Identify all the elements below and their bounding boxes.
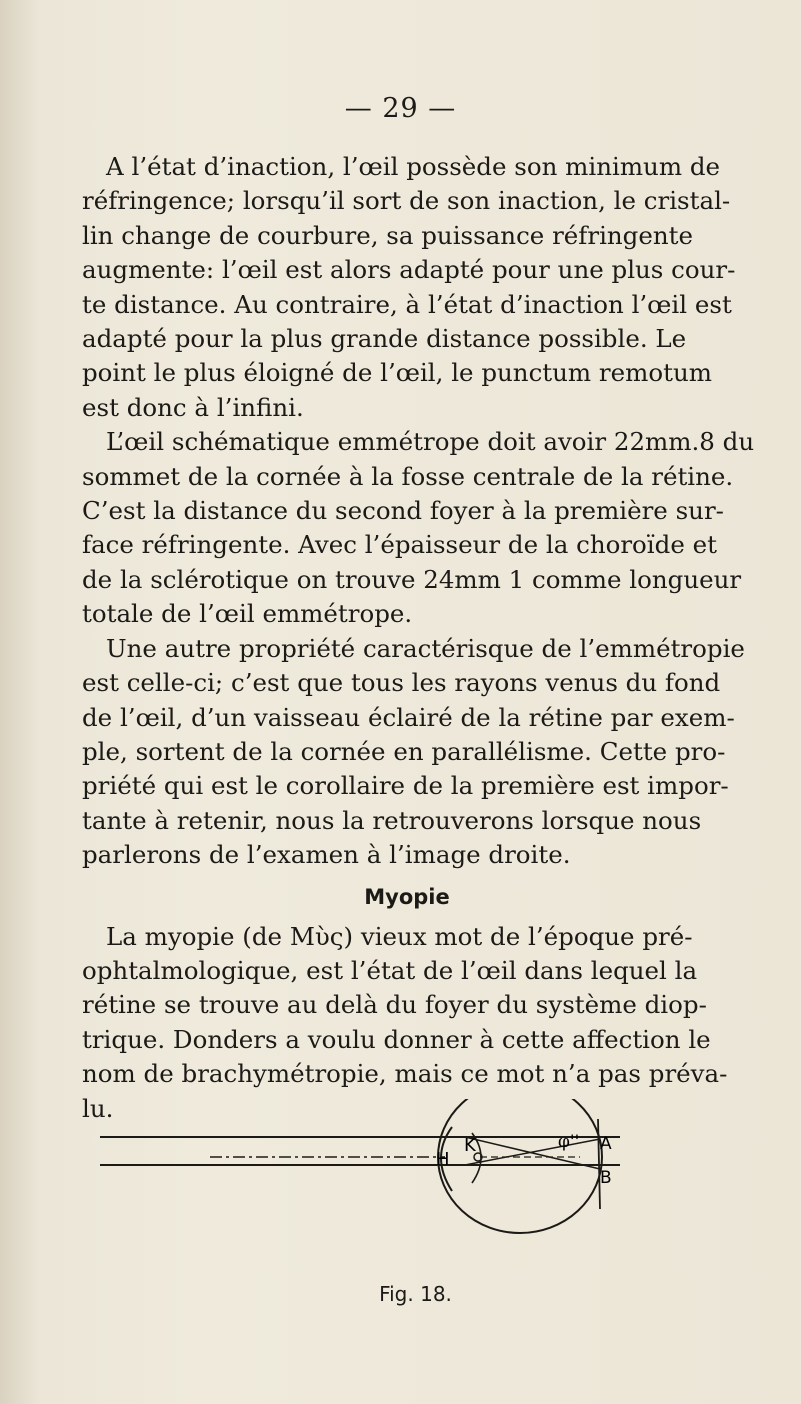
text-line: nom de brachymétropie, mais ce mot n’a pas préva- [82,1059,728,1089]
text-line: tante à retenir, nous la retrouverons lorsque nous [82,805,702,835]
text-line: lin change de courbure, sa puissance réfringente [82,220,693,250]
text-line: ple, sortent de la cornée en parallélisme. Cette pro- [82,736,726,766]
label-a: A [600,1134,612,1154]
text-line: trique. Donders a voulu donner à cette affection le [82,1024,711,1054]
label-h: H [436,1149,450,1170]
paragraph-schematic-eye [82,425,755,631]
text-line: A l’état d’inaction, l’œil possède son minimum de [106,152,721,181]
label-k: K [464,1135,476,1156]
text-line: réfringence; lorsqu’il sort de son inaction, le cristal- [82,186,731,216]
text-line: parlerons de l’examen à l’image droite. [82,840,571,870]
label-b: B [600,1168,612,1188]
section-heading: Myopie [364,884,450,909]
text-line: point le plus éloigné de l’œil, le punctum remotum [82,358,712,388]
text-line: priété qui est le corollaire de la première est impor- [82,771,729,801]
text-line: est donc à l’infini. [82,392,304,422]
text-line: totale de l’œil emmétrope. [82,599,413,629]
figure-caption: Fig. 18. [379,1282,452,1306]
paragraph-myopia [82,920,732,1126]
text-line: rétine se trouve au delà du foyer du système diop- [82,990,707,1020]
text-line: de l’œil, d’un vaisseau éclairé de la rétine par exem- [82,702,735,732]
paragraph-emmetropia [82,632,745,873]
eye-diagram-figure [100,1099,740,1279]
ray-lower [465,1139,600,1165]
text-line: sommet de la cornée à la fosse centrale de la rétine. [82,461,734,491]
paragraph-inaction [82,150,736,425]
text-line: Une autre propriété caractérisque de l’emmétropie [106,633,745,663]
text-line: L’œil schématique emmétrope doit avoir 22mm.8 du [106,427,755,457]
retina-segment [598,1119,600,1209]
text-line: lu. [82,1093,114,1123]
text-line: de la sclérotique on trouve 24mm 1 comme longueur [82,564,742,594]
text-line: La myopie (de Μὺς) vieux mot de l’époque pré- [106,921,693,951]
text-line: adapté pour la plus grande distance possible. Le [82,324,687,354]
page-number: — 29 — [344,93,457,124]
text-line: est celle-ci; c’est que tous les rayons venus du fond [82,668,721,698]
text-line: face réfringente. Avec l’épaisseur de la choroïde et [82,530,717,560]
text-line: te distance. Au contraire, à l’état d’inaction l’œil est [82,289,732,319]
text-line: augmente: l’œil est alors adapté pour une plus cour- [82,255,736,285]
text-line: ophtalmologique, est l’état de l’œil dans lequel la [82,955,698,985]
body-text [82,150,755,1126]
label-phi: φ'' [558,1132,580,1152]
text-line: C’est la distance du second foyer à la première sur- [82,496,724,526]
